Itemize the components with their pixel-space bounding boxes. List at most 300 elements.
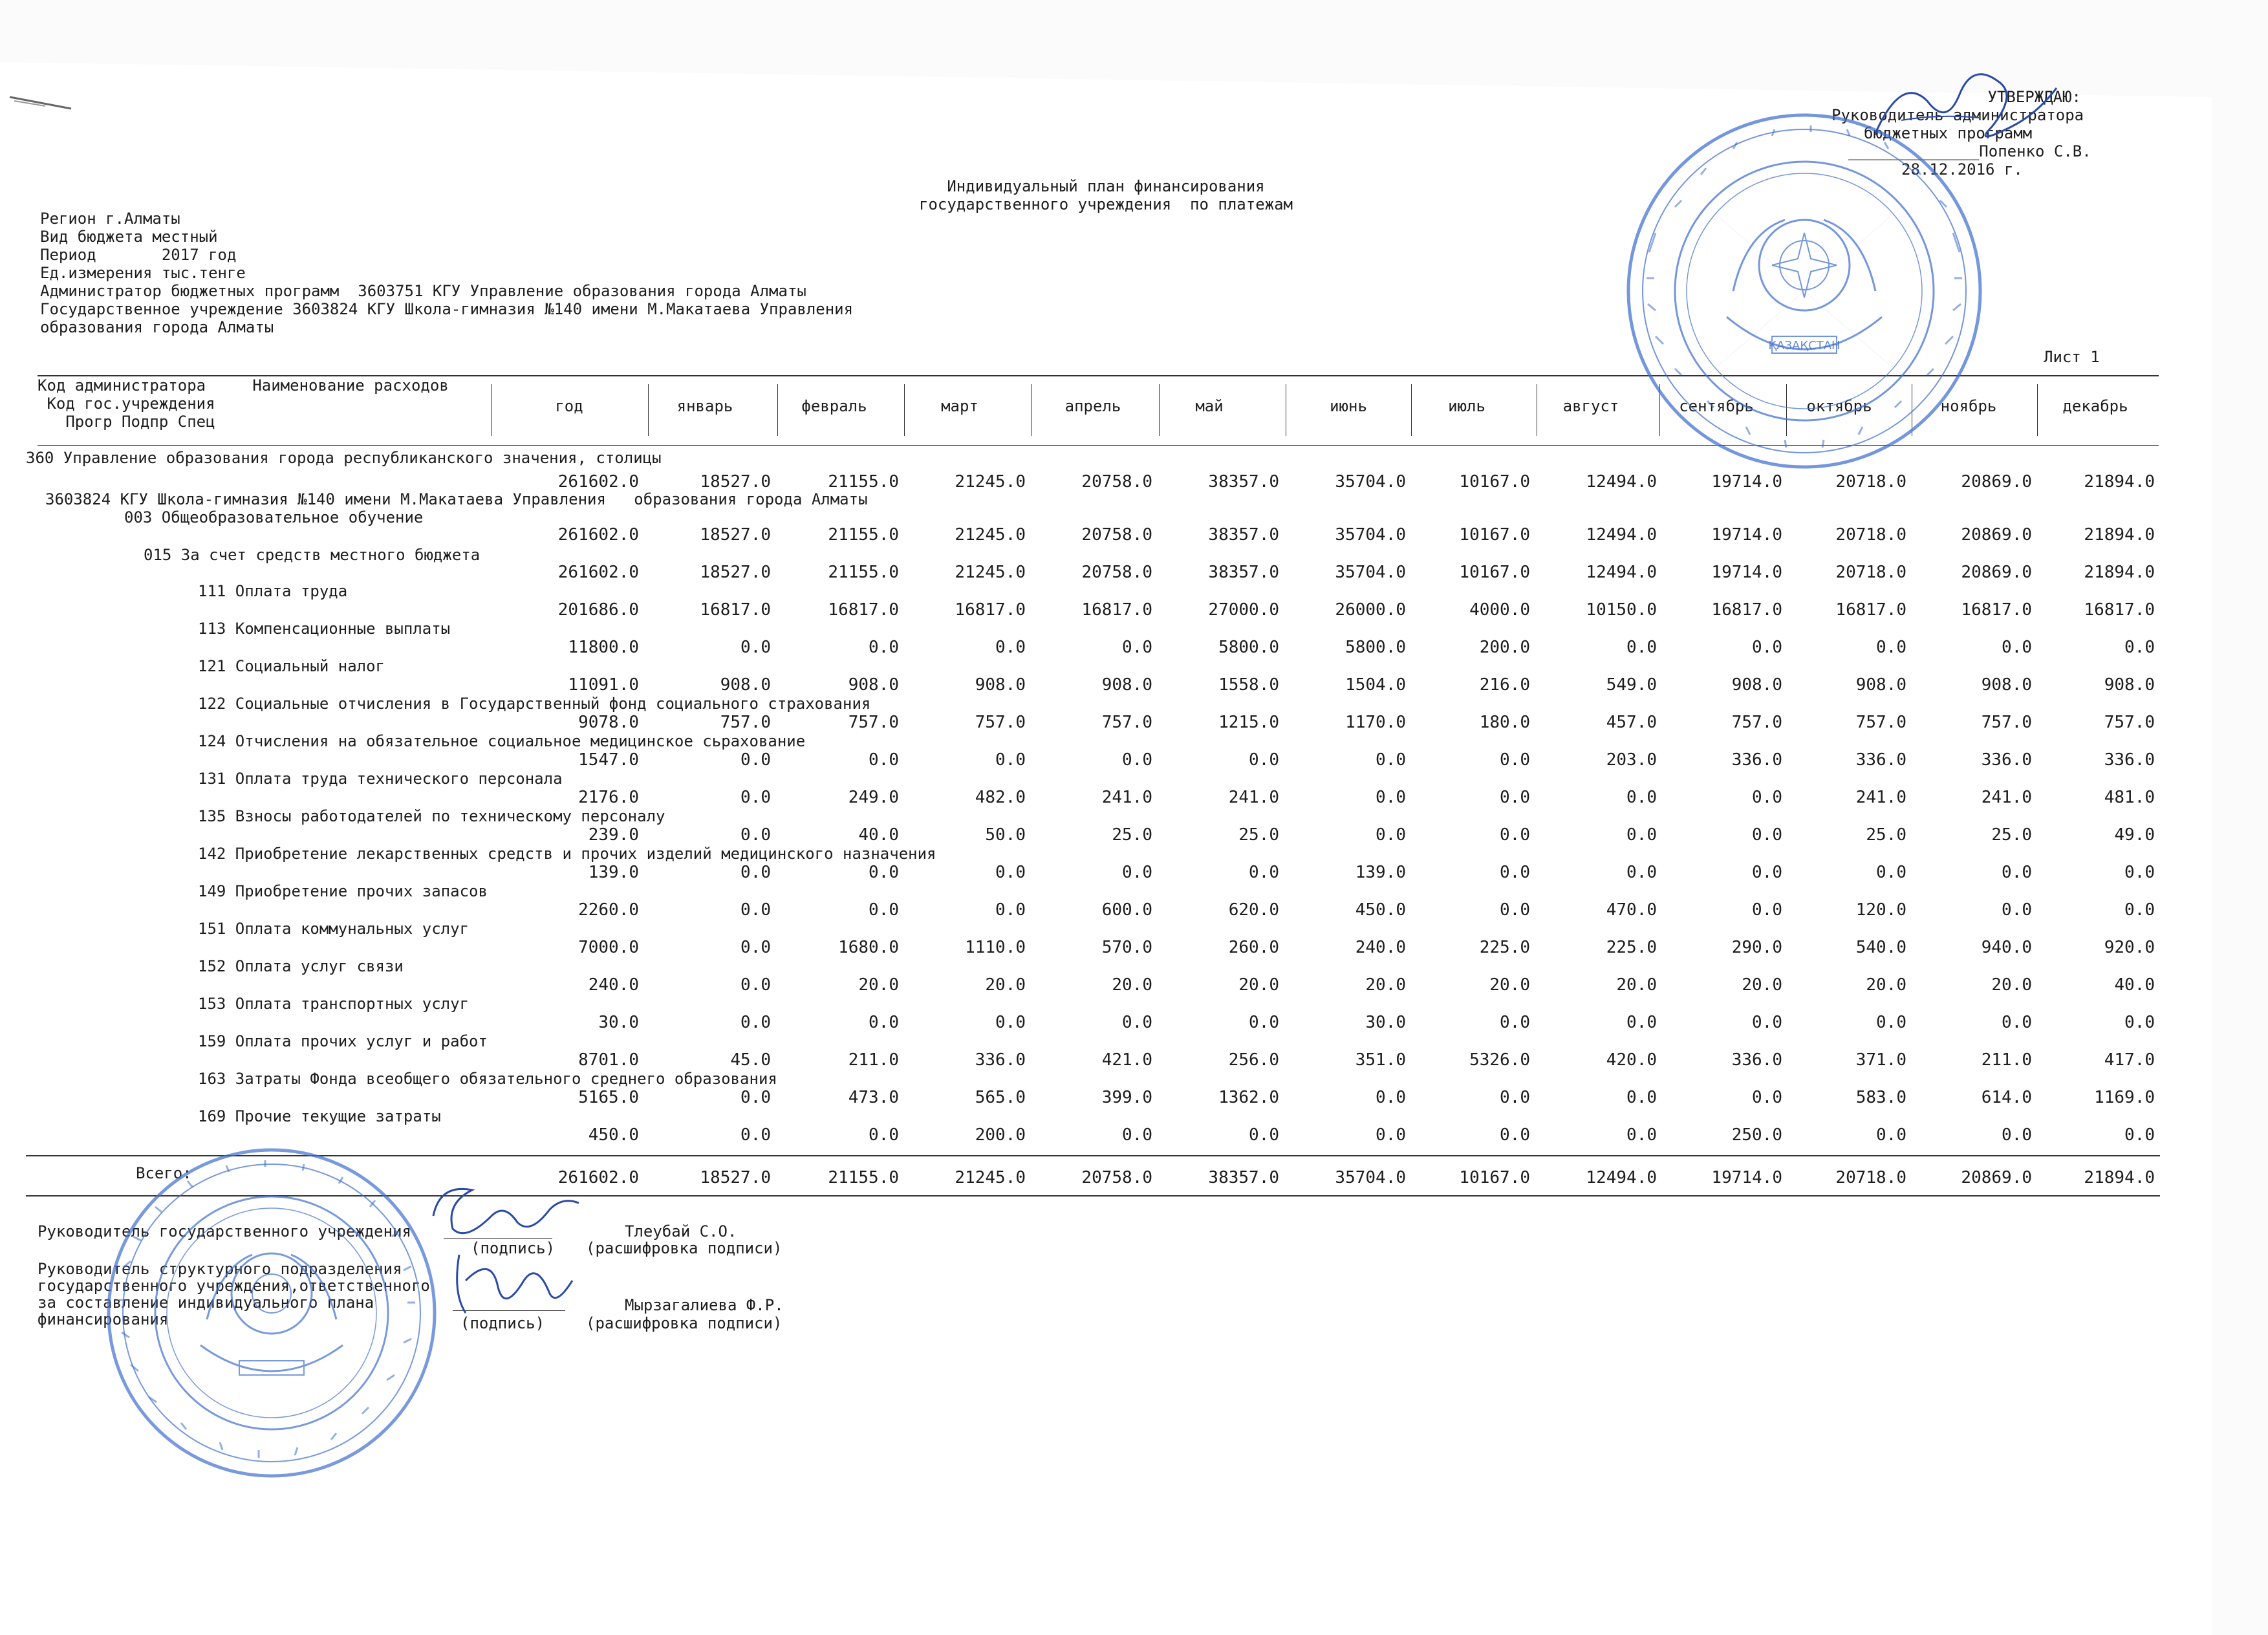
value-cell: 19714.0 — [1711, 563, 1782, 582]
value-cell: 5800.0 — [1218, 638, 1279, 657]
column-header: август — [1562, 397, 1619, 415]
value-cell: 35704.0 — [1335, 472, 1406, 492]
value-cell: 4000.0 — [1469, 600, 1530, 620]
value-cell: 1170.0 — [1345, 713, 1406, 732]
value-cell: 0.0 — [995, 750, 1026, 770]
value-cell: 0.0 — [1376, 788, 1406, 807]
value-cell: 21894.0 — [2084, 472, 2155, 492]
value-cell: 10167.0 — [1459, 563, 1530, 582]
value-cell: 16817.0 — [955, 600, 1026, 620]
value-cell: 0.0 — [1122, 1125, 1152, 1145]
value-cell: 0.0 — [1626, 863, 1657, 882]
value-cell: 1215.0 — [1218, 713, 1279, 732]
value-cell: 0.0 — [740, 788, 771, 807]
value-cell: 0.0 — [1500, 1013, 1530, 1032]
value-cell: 565.0 — [975, 1088, 1026, 1107]
value-cell: 11091.0 — [568, 675, 639, 695]
value-cell: 1547.0 — [578, 750, 639, 770]
value-cell: 336.0 — [1981, 750, 2032, 770]
value-cell: 241.0 — [1981, 788, 2032, 807]
struct-signature — [440, 1242, 582, 1326]
value-cell: 0.0 — [869, 638, 899, 657]
value-cell: 0.0 — [869, 900, 899, 920]
value-cell: 0.0 — [2124, 863, 2155, 882]
period: Период 2017 год — [40, 246, 237, 264]
value-cell: 0.0 — [869, 750, 899, 770]
value-cell: 0.0 — [740, 638, 771, 657]
value-cell: 570.0 — [1101, 938, 1152, 957]
value-cell: 7000.0 — [578, 938, 639, 957]
value-cell: 19714.0 — [1711, 525, 1782, 545]
value-cell: 20.0 — [1616, 975, 1657, 995]
value-cell: 12494.0 — [1586, 563, 1657, 582]
value-cell: 908.0 — [720, 675, 771, 695]
value-cell: 20.0 — [985, 975, 1026, 995]
value-cell: 0.0 — [2002, 863, 2032, 882]
value-cell: 1680.0 — [838, 938, 899, 957]
admin-label: 360 Управление образования города республиканского значения, столицы — [26, 449, 662, 467]
value-cell: 241.0 — [1855, 788, 1906, 807]
value-cell: 0.0 — [1500, 1125, 1530, 1145]
value-cell: 0.0 — [869, 863, 899, 882]
column-separator — [777, 384, 778, 436]
value-cell: 0.0 — [1122, 750, 1152, 770]
value-cell: 12494.0 — [1586, 1168, 1657, 1187]
value-cell: 0.0 — [1249, 1125, 1279, 1145]
value-cell: 399.0 — [1101, 1088, 1152, 1107]
value-cell: 16817.0 — [1835, 600, 1906, 620]
expense-row-label: 124 Отчисления на обязательное социальное медицинское сьрахование — [198, 732, 806, 750]
column-separator — [904, 384, 905, 436]
value-cell: 0.0 — [1626, 638, 1657, 657]
value-cell: 0.0 — [740, 975, 771, 995]
value-cell: 225.0 — [1606, 938, 1657, 957]
value-cell: 0.0 — [1626, 1125, 1657, 1145]
value-cell: 290.0 — [1731, 938, 1782, 957]
value-cell: 757.0 — [975, 713, 1026, 732]
value-cell: 0.0 — [740, 825, 771, 845]
total-label: Всего: — [136, 1164, 192, 1182]
value-cell: 20758.0 — [1081, 472, 1152, 492]
value-cell: 250.0 — [1731, 1125, 1782, 1145]
value-cell: 1169.0 — [2094, 1088, 2155, 1107]
value-cell: 201686.0 — [557, 600, 639, 620]
column-header: май — [1195, 397, 1224, 415]
document-title-line-2: государственного учреждения по платежам — [919, 195, 1293, 213]
value-cell: 10150.0 — [1586, 600, 1657, 620]
expense-row-label: 111 Оплата труда — [198, 582, 348, 600]
institution-line-1: Государственное учреждение 3603824 КГУ Школа-гимназия №140 имени М.Макатаева Управления — [40, 300, 854, 318]
value-cell: 908.0 — [1101, 675, 1152, 695]
value-cell: 908.0 — [975, 675, 1026, 695]
value-cell: 49.0 — [2114, 825, 2155, 845]
value-cell: 0.0 — [995, 638, 1026, 657]
approval-line-3: бюджетных программ — [1864, 124, 2033, 142]
expense-row-label: 152 Оплата услуг связи — [198, 957, 404, 975]
value-cell: 336.0 — [2104, 750, 2155, 770]
value-cell: 600.0 — [1101, 900, 1152, 920]
head-sign-caption: (подпись) — [471, 1239, 556, 1257]
expense-row-label: 142 Приобретение лекарственных средств и прочих изделий медицинского назначения — [198, 845, 936, 863]
expense-row-label: 135 Взносы работодателей по техническому персоналу — [198, 807, 665, 825]
value-cell: 139.0 — [588, 863, 639, 882]
document-title-line-1: Индивидуальный план финансирования — [947, 177, 1265, 195]
region: Регион г.Алматы — [40, 210, 180, 228]
value-cell: 18527.0 — [700, 525, 771, 545]
expense-row-label: 149 Приобретение прочих запасов — [198, 882, 488, 900]
value-cell: 0.0 — [1876, 1013, 1906, 1032]
expense-row-label: 131 Оплата труда технического персонала — [198, 770, 563, 788]
value-cell: 0.0 — [1500, 863, 1530, 882]
value-cell: 0.0 — [1876, 1125, 1906, 1145]
value-cell: 0.0 — [1752, 638, 1782, 657]
value-cell: 457.0 — [1606, 713, 1657, 732]
value-cell: 757.0 — [1731, 713, 1782, 732]
value-cell: 371.0 — [1855, 1050, 1906, 1070]
value-cell: 20.0 — [1489, 975, 1530, 995]
value-cell: 450.0 — [1355, 900, 1406, 920]
value-cell: 20758.0 — [1081, 1168, 1152, 1187]
column-header: ноябрь — [1940, 397, 1997, 415]
value-cell: 0.0 — [1626, 1088, 1657, 1107]
value-cell: 216.0 — [1479, 675, 1530, 695]
value-cell: 12494.0 — [1586, 472, 1657, 492]
value-cell: 0.0 — [1752, 863, 1782, 882]
value-cell: 0.0 — [2002, 1013, 2032, 1032]
value-cell: 261602.0 — [557, 525, 639, 545]
value-cell: 1110.0 — [965, 938, 1026, 957]
value-cell: 1504.0 — [1345, 675, 1406, 695]
struct-name: Мырзагалиева Ф.Р. — [625, 1296, 784, 1314]
value-cell: 40.0 — [858, 825, 899, 845]
value-cell: 27000.0 — [1208, 600, 1279, 620]
expense-row-label: 151 Оплата коммунальных услуг — [198, 920, 470, 938]
value-cell: 261602.0 — [557, 472, 639, 492]
value-cell: 450.0 — [588, 1125, 639, 1145]
value-cell: 21894.0 — [2084, 1168, 2155, 1187]
value-cell: 351.0 — [1355, 1050, 1406, 1070]
official-stamp-top — [1617, 103, 1992, 479]
value-cell: 38357.0 — [1208, 472, 1279, 492]
column-header: сентябрь — [1679, 397, 1754, 415]
header-left-2: Код гос.учреждения — [38, 395, 215, 413]
value-cell: 225.0 — [1479, 938, 1530, 957]
value-cell: 26000.0 — [1335, 600, 1406, 620]
value-cell: 19714.0 — [1711, 472, 1782, 492]
value-cell: 0.0 — [740, 1088, 771, 1107]
value-cell: 25.0 — [1866, 825, 1906, 845]
value-cell: 481.0 — [2104, 788, 2155, 807]
value-cell: 21155.0 — [828, 1168, 899, 1187]
column-header: год — [555, 397, 583, 415]
value-cell: 40.0 — [2114, 975, 2155, 995]
value-cell: 0.0 — [1376, 1088, 1406, 1107]
value-cell: 16817.0 — [2084, 600, 2155, 620]
value-cell: 908.0 — [2104, 675, 2155, 695]
value-cell: 25.0 — [1112, 825, 1152, 845]
approval-line-1: УТВЕРЖДАЮ: — [1987, 88, 2081, 106]
value-cell: 20869.0 — [1961, 1168, 2032, 1187]
value-cell: 261602.0 — [557, 563, 639, 582]
value-cell: 0.0 — [1752, 1013, 1782, 1032]
value-cell: 0.0 — [2124, 900, 2155, 920]
value-cell: 45.0 — [730, 1050, 771, 1070]
value-cell: 0.0 — [1376, 750, 1406, 770]
column-separator — [1159, 384, 1160, 436]
value-cell: 38357.0 — [1208, 1168, 1279, 1187]
value-cell: 21245.0 — [955, 563, 1026, 582]
approval-line-4: ______________Попенко С.В. — [1848, 142, 2091, 160]
value-cell: 0.0 — [869, 1013, 899, 1032]
column-header: март — [941, 397, 978, 415]
value-cell: 10167.0 — [1459, 1168, 1530, 1187]
value-cell: 0.0 — [740, 1125, 771, 1145]
value-cell: 940.0 — [1981, 938, 2032, 957]
value-cell: 200.0 — [1479, 638, 1530, 657]
value-cell: 35704.0 — [1335, 1168, 1406, 1187]
value-cell: 20869.0 — [1961, 472, 2032, 492]
value-cell: 0.0 — [995, 900, 1026, 920]
value-cell: 0.0 — [740, 900, 771, 920]
value-cell: 470.0 — [1606, 900, 1657, 920]
institution-line-2: образования города Алматы — [40, 318, 274, 336]
value-cell: 5165.0 — [578, 1088, 639, 1107]
value-cell: 583.0 — [1855, 1088, 1906, 1107]
column-header: октябрь — [1806, 397, 1872, 415]
value-cell: 421.0 — [1101, 1050, 1152, 1070]
value-cell: 757.0 — [2104, 713, 2155, 732]
value-cell: 0.0 — [1249, 750, 1279, 770]
column-header: декабрь — [2062, 397, 2128, 415]
struct-decode-caption: (расшифровка подписи) — [586, 1314, 783, 1332]
value-cell: 211.0 — [1981, 1050, 2032, 1070]
value-cell: 0.0 — [1500, 900, 1530, 920]
value-cell: 0.0 — [995, 863, 1026, 882]
value-cell: 20.0 — [1238, 975, 1279, 995]
value-cell: 211.0 — [848, 1050, 899, 1070]
value-cell: 0.0 — [1122, 638, 1152, 657]
value-cell: 336.0 — [1855, 750, 1906, 770]
struct-sign-caption: (подпись) — [460, 1314, 545, 1332]
value-cell: 20869.0 — [1961, 525, 2032, 545]
value-cell: 21155.0 — [828, 525, 899, 545]
approval-line-2: Руководитель администратора — [1831, 106, 2084, 124]
value-cell: 0.0 — [740, 863, 771, 882]
subprogram-label: 015 За счет средств местного бюджета — [144, 546, 481, 564]
unit: Ед.измерения тыс.тенге — [40, 264, 246, 282]
column-header: апрель — [1064, 397, 1121, 415]
header-left-1: Код администратора Наименование расходов — [38, 376, 449, 395]
value-cell: 0.0 — [1500, 825, 1530, 845]
value-cell: 0.0 — [2002, 900, 2032, 920]
budget-type: Вид бюджета местный — [40, 228, 218, 246]
value-cell: 21894.0 — [2084, 525, 2155, 545]
value-cell: 19714.0 — [1711, 1168, 1782, 1187]
value-cell: 25.0 — [1991, 825, 2032, 845]
value-cell: 0.0 — [740, 938, 771, 957]
value-cell: 20758.0 — [1081, 525, 1152, 545]
expense-row-label: 113 Компенсационные выплаты — [198, 620, 451, 638]
value-cell: 757.0 — [848, 713, 899, 732]
sheet-number: Лист 1 — [2044, 348, 2100, 366]
value-cell: 20.0 — [1866, 975, 1906, 995]
column-separator — [491, 384, 492, 436]
value-cell: 0.0 — [1122, 1013, 1152, 1032]
value-cell: 20.0 — [1112, 975, 1152, 995]
value-cell: 0.0 — [1122, 863, 1152, 882]
header-left-3: Прогр Подпр Спец — [38, 413, 215, 431]
value-cell: 20718.0 — [1835, 563, 1906, 582]
value-cell: 0.0 — [2124, 1125, 2155, 1145]
value-cell: 20.0 — [1991, 975, 2032, 995]
value-cell: 0.0 — [2002, 638, 2032, 657]
value-cell: 757.0 — [1855, 713, 1906, 732]
value-cell: 203.0 — [1606, 750, 1657, 770]
expense-row-label: 121 Социальный налог — [198, 657, 385, 675]
value-cell: 336.0 — [1731, 1050, 1782, 1070]
value-cell: 240.0 — [588, 975, 639, 995]
value-cell: 16817.0 — [828, 600, 899, 620]
value-cell: 0.0 — [1752, 1088, 1782, 1107]
column-header: январь — [676, 397, 733, 415]
value-cell: 20869.0 — [1961, 563, 2032, 582]
value-cell: 12494.0 — [1586, 525, 1657, 545]
value-cell: 30.0 — [1365, 1013, 1406, 1032]
value-cell: 0.0 — [2124, 638, 2155, 657]
value-cell: 908.0 — [1981, 675, 2032, 695]
value-cell: 35704.0 — [1335, 525, 1406, 545]
value-cell: 757.0 — [1981, 713, 2032, 732]
value-cell: 757.0 — [720, 713, 771, 732]
expense-row-label: 153 Оплата транспортных услуг — [198, 995, 470, 1013]
value-cell: 482.0 — [975, 788, 1026, 807]
value-cell: 0.0 — [1752, 900, 1782, 920]
value-cell: 920.0 — [2104, 938, 2155, 957]
value-cell: 0.0 — [1876, 638, 1906, 657]
value-cell: 336.0 — [1731, 750, 1782, 770]
value-cell: 473.0 — [848, 1088, 899, 1107]
value-cell: 1558.0 — [1218, 675, 1279, 695]
expense-row-label: 159 Оплата прочих услуг и работ — [198, 1032, 488, 1050]
value-cell: 21245.0 — [955, 1168, 1026, 1187]
value-cell: 11800.0 — [568, 638, 639, 657]
value-cell: 0.0 — [1249, 863, 1279, 882]
value-cell: 0.0 — [1752, 788, 1782, 807]
value-cell: 20.0 — [858, 975, 899, 995]
value-cell: 0.0 — [1376, 825, 1406, 845]
value-cell: 20.0 — [1742, 975, 1782, 995]
column-separator — [1411, 384, 1412, 436]
value-cell: 8701.0 — [578, 1050, 639, 1070]
struct-label-4: финансирования — [38, 1310, 169, 1328]
value-cell: 0.0 — [1376, 1125, 1406, 1145]
value-cell: 241.0 — [1228, 788, 1279, 807]
value-cell: 21245.0 — [955, 472, 1026, 492]
column-header: февраль — [801, 397, 867, 415]
value-cell: 0.0 — [1500, 1088, 1530, 1107]
official-stamp-bottom — [97, 1138, 446, 1488]
value-cell: 239.0 — [588, 825, 639, 845]
value-cell: 20.0 — [1365, 975, 1406, 995]
value-cell: 200.0 — [975, 1125, 1026, 1145]
administrator: Администратор бюджетных программ 3603751 КГУ Управление образования города Алматы — [40, 282, 806, 300]
column-header: июль — [1448, 397, 1485, 415]
approval-signature — [1863, 56, 2069, 159]
value-cell: 10167.0 — [1459, 525, 1530, 545]
value-cell: 420.0 — [1606, 1050, 1657, 1070]
value-cell: 20718.0 — [1835, 1168, 1906, 1187]
value-cell: 21894.0 — [2084, 563, 2155, 582]
value-cell: 0.0 — [1500, 750, 1530, 770]
value-cell: 614.0 — [1981, 1088, 2032, 1107]
column-separator — [2037, 384, 2038, 436]
value-cell: 16817.0 — [700, 600, 771, 620]
value-cell: 16817.0 — [1711, 600, 1782, 620]
value-cell: 1362.0 — [1218, 1088, 1279, 1107]
value-cell: 0.0 — [1249, 1013, 1279, 1032]
value-cell: 261602.0 — [557, 1168, 639, 1187]
value-cell: 240.0 — [1355, 938, 1406, 957]
approval-date: 28.12.2016 г. — [1901, 160, 2023, 179]
value-cell: 21155.0 — [828, 563, 899, 582]
value-cell: 908.0 — [1855, 675, 1906, 695]
value-cell: 5800.0 — [1345, 638, 1406, 657]
program-label: 003 Общеобразовательное обучение — [124, 508, 424, 526]
value-cell: 2260.0 — [578, 900, 639, 920]
value-cell: 50.0 — [985, 825, 1026, 845]
value-cell: 20718.0 — [1835, 525, 1906, 545]
value-cell: 0.0 — [1626, 1013, 1657, 1032]
value-cell: 38357.0 — [1208, 563, 1279, 582]
value-cell: 620.0 — [1228, 900, 1279, 920]
value-cell: 139.0 — [1355, 863, 1406, 882]
value-cell: 16817.0 — [1961, 600, 2032, 620]
value-cell: 20718.0 — [1835, 472, 1906, 492]
value-cell: 0.0 — [740, 750, 771, 770]
struct-label-1: Руководитель структурного подразделения — [38, 1260, 402, 1278]
value-cell: 908.0 — [1731, 675, 1782, 695]
expense-row-label: 122 Социальные отчисления в Государственный фонд социального страхования — [198, 695, 871, 713]
value-cell: 0.0 — [1876, 863, 1906, 882]
value-cell: 0.0 — [995, 1013, 1026, 1032]
value-cell: 2176.0 — [578, 788, 639, 807]
value-cell: 0.0 — [2124, 1013, 2155, 1032]
value-cell: 0.0 — [2002, 1125, 2032, 1145]
value-cell: 30.0 — [598, 1013, 639, 1032]
value-cell: 20758.0 — [1081, 563, 1152, 582]
value-cell: 5326.0 — [1469, 1050, 1530, 1070]
value-cell: 18527.0 — [700, 1168, 771, 1187]
value-cell: 241.0 — [1101, 788, 1152, 807]
value-cell: 260.0 — [1228, 938, 1279, 957]
value-cell: 256.0 — [1228, 1050, 1279, 1070]
value-cell: 9078.0 — [578, 713, 639, 732]
value-cell: 21245.0 — [955, 525, 1026, 545]
value-cell: 35704.0 — [1335, 563, 1406, 582]
value-cell: 0.0 — [869, 1125, 899, 1145]
value-cell: 336.0 — [975, 1050, 1026, 1070]
institution-label: 3603824 КГУ Школа-гимназия №140 имени М.Макатаева Управления образования города Алматы — [45, 490, 868, 508]
value-cell: 18527.0 — [700, 472, 771, 492]
value-cell: 417.0 — [2104, 1050, 2155, 1070]
value-cell: 249.0 — [848, 788, 899, 807]
value-cell: 120.0 — [1855, 900, 1906, 920]
value-cell: 18527.0 — [700, 563, 771, 582]
value-cell: 180.0 — [1479, 713, 1530, 732]
value-cell: 0.0 — [740, 1013, 771, 1032]
value-cell: 0.0 — [1626, 825, 1657, 845]
column-header: июнь — [1330, 397, 1367, 415]
